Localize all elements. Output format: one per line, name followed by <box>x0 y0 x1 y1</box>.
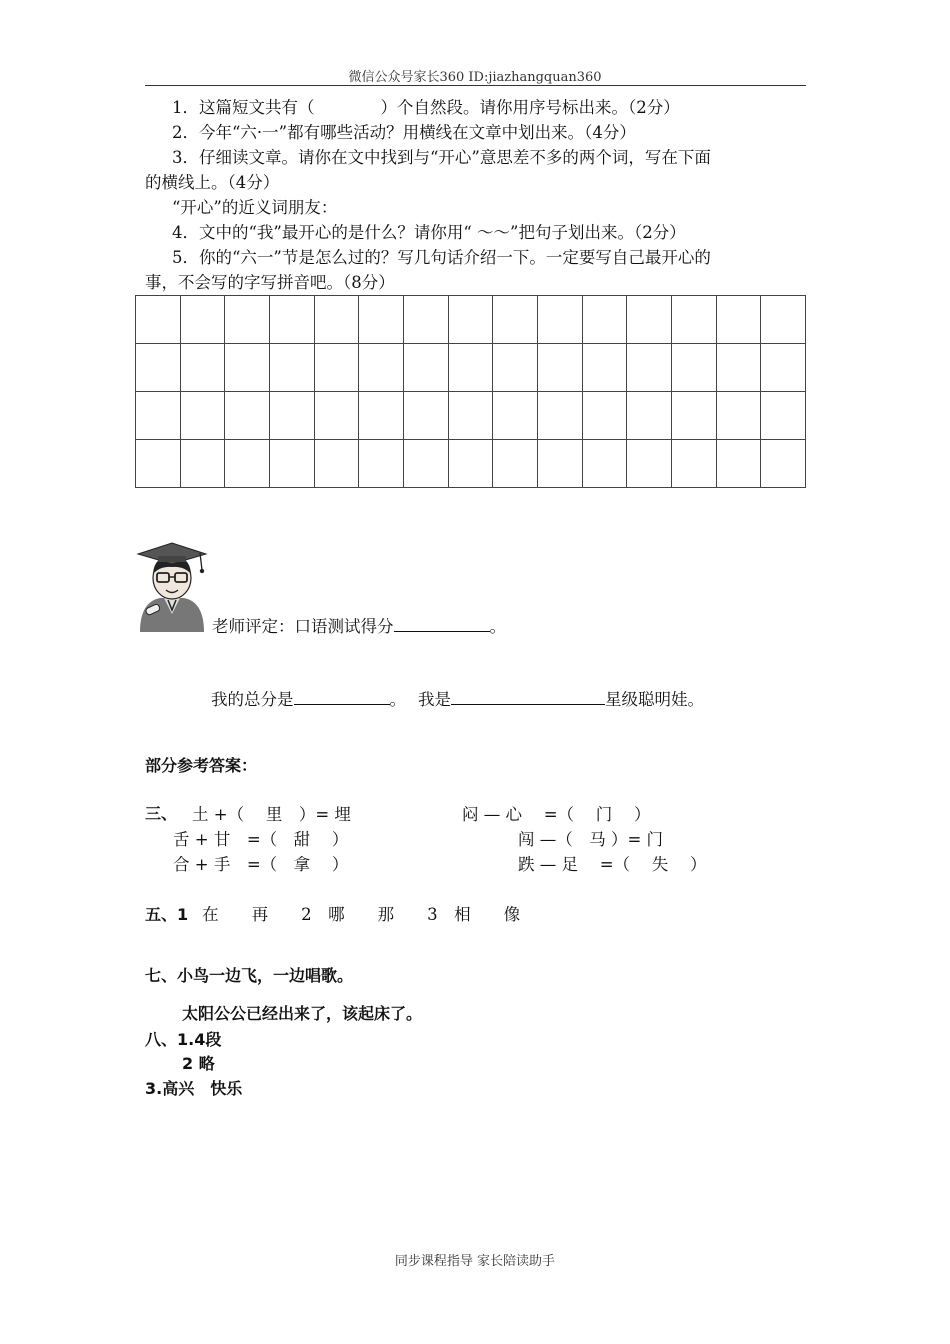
grid-cell[interactable] <box>537 392 582 440</box>
teacher-score-blank[interactable] <box>394 617 490 632</box>
answer-8-line2: 2 略 <box>182 1054 215 1073</box>
grid-cell[interactable] <box>582 296 627 344</box>
grid-cell[interactable] <box>448 392 493 440</box>
grid-cell[interactable] <box>180 344 225 392</box>
teacher-score-label: 老师评定：口语测试得分 <box>212 617 394 636</box>
total-score-end: 。 <box>389 690 406 709</box>
star-level-blank[interactable] <box>451 690 605 705</box>
grid-cell[interactable] <box>136 392 181 440</box>
grid-cell[interactable] <box>314 440 359 488</box>
teacher-score-end: 。 <box>489 617 506 636</box>
grid-cell[interactable] <box>627 440 672 488</box>
grid-cell[interactable] <box>627 344 672 392</box>
teacher-score-line <box>212 615 506 639</box>
grid-cell[interactable] <box>716 440 761 488</box>
grid-cell[interactable] <box>493 296 538 344</box>
answer-5-label: 五、1 <box>145 905 189 924</box>
answer-3-row1-right: 闷 — 心 =（ 门 ） <box>462 805 651 824</box>
answer-3-row1-left: 土 +（ 里 ）= 埋 <box>192 805 351 824</box>
answer-8-line1: 八、1.4段 <box>145 1030 222 1049</box>
grid-cell[interactable] <box>493 344 538 392</box>
grid-cell[interactable] <box>225 392 270 440</box>
total-score-blank[interactable] <box>294 690 390 705</box>
answer-5 <box>145 901 520 925</box>
question-3-line1: 3．仔细读文章。请你在文中找到与“开心”意思差不多的两个词，写在下面 <box>172 148 711 167</box>
grid-cell[interactable] <box>269 392 314 440</box>
answer-3-row2-right: 闯 —（ 马 ）= 门 <box>518 830 664 849</box>
answer-5-text: 在 再 2 哪 那 3 相 像 <box>202 905 521 924</box>
page-header: 微信公众号家长360 ID:jiazhangquan360 <box>348 70 602 85</box>
total-score-line <box>211 688 704 712</box>
grid-cell[interactable] <box>448 296 493 344</box>
page-footer: 同步课程指导 家长陪读助手 <box>394 1254 556 1269</box>
total-score-label: 我的总分是 <box>211 690 294 709</box>
answer-3-row2-left: 舌 + 甘 =（ 甜 ） <box>173 830 349 849</box>
grid-cell[interactable] <box>269 440 314 488</box>
grid-cell[interactable] <box>269 296 314 344</box>
question-5-line2: 事，不会写的字写拼音吧。（8分） <box>145 273 395 292</box>
header-rule <box>145 85 806 86</box>
grid-cell[interactable] <box>314 392 359 440</box>
question-4: 4．文中的“我”最开心的是什么？请你用“ ～～”把句子划出来。（2分） <box>172 223 686 242</box>
grid-cell[interactable] <box>671 440 716 488</box>
star-label: 我是 <box>418 690 451 709</box>
question-5-line1: 5．你的“六一”节是怎么过的？写几句话介绍一下。一定要写自己最开心的 <box>172 248 711 267</box>
grid-cell[interactable] <box>537 296 582 344</box>
question-3-prompt: “开心”的近义词朋友： <box>172 198 338 217</box>
answer-3-row3-right: 跌 — 足 =（ 失 ） <box>518 855 707 874</box>
grid-cell[interactable] <box>403 392 448 440</box>
grid-cell[interactable] <box>269 344 314 392</box>
grid-cell[interactable] <box>180 296 225 344</box>
star-end: 星级聪明娃。 <box>605 690 704 709</box>
grid-cell[interactable] <box>136 344 181 392</box>
answer-7-line1: 七、小鸟一边飞，一边唱歌。 <box>145 966 354 985</box>
grid-cell[interactable] <box>537 344 582 392</box>
grid-row <box>136 440 806 488</box>
grid-cell[interactable] <box>403 296 448 344</box>
grid-cell[interactable] <box>761 440 806 488</box>
grid-row <box>136 392 806 440</box>
grid-cell[interactable] <box>448 440 493 488</box>
grid-cell[interactable] <box>403 344 448 392</box>
grid-cell[interactable] <box>136 296 181 344</box>
answer-8-line3: 3.高兴 快乐 <box>145 1079 243 1098</box>
grid-cell[interactable] <box>761 296 806 344</box>
grid-cell[interactable] <box>582 440 627 488</box>
grid-cell[interactable] <box>716 296 761 344</box>
grid-cell[interactable] <box>448 344 493 392</box>
grid-cell[interactable] <box>180 392 225 440</box>
grid-cell[interactable] <box>314 296 359 344</box>
answer-3-row3-left: 合 + 手 =（ 拿 ） <box>173 855 349 874</box>
grid-cell[interactable] <box>761 392 806 440</box>
grid-cell[interactable] <box>716 392 761 440</box>
grid-cell[interactable] <box>761 344 806 392</box>
grid-cell[interactable] <box>359 392 404 440</box>
grid-cell[interactable] <box>136 440 181 488</box>
question-1: 1．这篇短文共有（ ）个自然段。请你用序号标出来。（2分） <box>172 98 680 117</box>
grid-cell[interactable] <box>225 440 270 488</box>
grid-row <box>136 296 806 344</box>
grid-cell[interactable] <box>314 344 359 392</box>
grid-cell[interactable] <box>582 392 627 440</box>
grid-cell[interactable] <box>671 296 716 344</box>
grid-cell[interactable] <box>403 440 448 488</box>
grid-cell[interactable] <box>627 392 672 440</box>
answer-7-line2: 太阳公公已经出来了，该起床了。 <box>182 1004 423 1023</box>
answers-heading: 部分参考答案： <box>145 756 258 775</box>
grid-cell[interactable] <box>359 344 404 392</box>
grid-cell[interactable] <box>671 344 716 392</box>
answer-3-label: 三、 <box>145 804 178 823</box>
grid-cell[interactable] <box>671 392 716 440</box>
grid-cell[interactable] <box>537 440 582 488</box>
grid-cell[interactable] <box>180 440 225 488</box>
writing-grid <box>135 295 806 488</box>
grid-cell[interactable] <box>493 440 538 488</box>
grid-cell[interactable] <box>359 440 404 488</box>
grid-cell[interactable] <box>359 296 404 344</box>
grid-cell[interactable] <box>225 344 270 392</box>
grid-cell[interactable] <box>627 296 672 344</box>
grid-cell[interactable] <box>225 296 270 344</box>
graduate-cartoon-icon <box>132 540 212 635</box>
question-3-line2: 的横线上。（4分） <box>145 173 280 192</box>
grid-cell[interactable] <box>716 344 761 392</box>
question-2: 2．今年“六·一”都有哪些活动？用横线在文章中划出来。（4分） <box>172 123 636 142</box>
grid-cell[interactable] <box>493 392 538 440</box>
grid-row <box>136 344 806 392</box>
grid-cell[interactable] <box>582 344 627 392</box>
